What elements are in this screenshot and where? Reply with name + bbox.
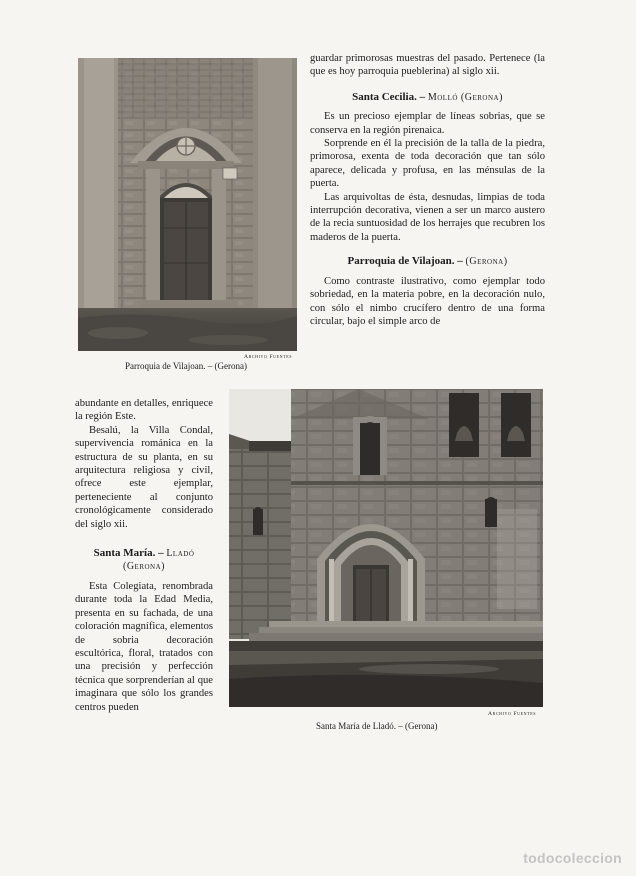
heading-place: Lladó (Gerona) [123, 548, 195, 573]
paragraph: Las arquivoltas de ésta, desnudas, limpias de toda interrupción decorativa, vienen a ser un marco austero de la recia suntuosidad de los herrajes que recubren los maderos de la puerta. [310, 191, 545, 243]
intro-paragraph: guardar primorosas muestras del pasado. Pertenece (la que es hoy parroquia pueblerina) al siglo xii. [310, 53, 545, 78]
paragraph: Esta Colegiata, renombrada durante toda la Edad Media, presenta en su fachada, de una coloración magnífica, elementos de sobria decoración escultórica, floral, tratados con una precisión y perfección técnica que sorprenderían al que imaginara que sólo los grandes centros pueden [75, 580, 213, 713]
paragraph: Sorprende en él la precisión de la talla de la piedra, primorosa, exenta de toda decoración que tan sólo aparece, delicada y profusa, en las ménsulas de la puerta. [310, 138, 545, 190]
heading-title: Santa María. – [93, 547, 164, 560]
doorway-photo-graphic [78, 58, 297, 351]
heading-title: Parroquia de Vilajoan. – [347, 255, 463, 268]
photo-vilajoan-doorway [78, 58, 297, 351]
section-heading-santa-cecilia [310, 91, 545, 104]
paragraph: abundante en detalles, enriquece la región Este. [75, 398, 213, 423]
photo-top-caption: Parroquia de Vilajoan. – (Gerona) [125, 361, 248, 371]
heading-place: Molló (Gerona) [427, 91, 503, 103]
section-heading-vilajoan [310, 255, 545, 268]
photo-bottom-caption: Santa María de Lladó. – (Gerona) [316, 721, 438, 731]
section-heading-santa-maria [75, 547, 213, 574]
watermark-logo [523, 850, 622, 866]
facade-photo-graphic [229, 389, 543, 707]
watermark-text: todocoleccion [523, 850, 622, 866]
photo-top-credit: Archivo Fuentes [244, 354, 293, 360]
paragraph: Besalú, la Villa Condal, supervivencia románica en la estructura de su planta, en su arquitectura religiosa y civil, ofrece este ejemplar, perteneciente al conjunto cronológicamente considerado del siglo xii. [75, 424, 213, 530]
heading-title: Santa Cecilia. – [352, 90, 426, 103]
photo-santa-maria-llado [229, 389, 543, 707]
paragraph: Como contraste ilustrativo, como ejemplar todo sobriedad, en la materia pobre, en la decoración nulo, con sólo el nimbo crucífero dentro de una forma circular, bajo el simple arco de [310, 275, 545, 327]
paragraph: Es un precioso ejemplar de líneas sobrias, que se conserva en la región pirenaica. [310, 111, 545, 136]
left-text-column [75, 397, 213, 714]
top-right-text-column [310, 52, 545, 328]
heading-place: (Gerona) [465, 256, 508, 268]
photo-bottom-credit: Archivo Fuentes [488, 711, 537, 717]
